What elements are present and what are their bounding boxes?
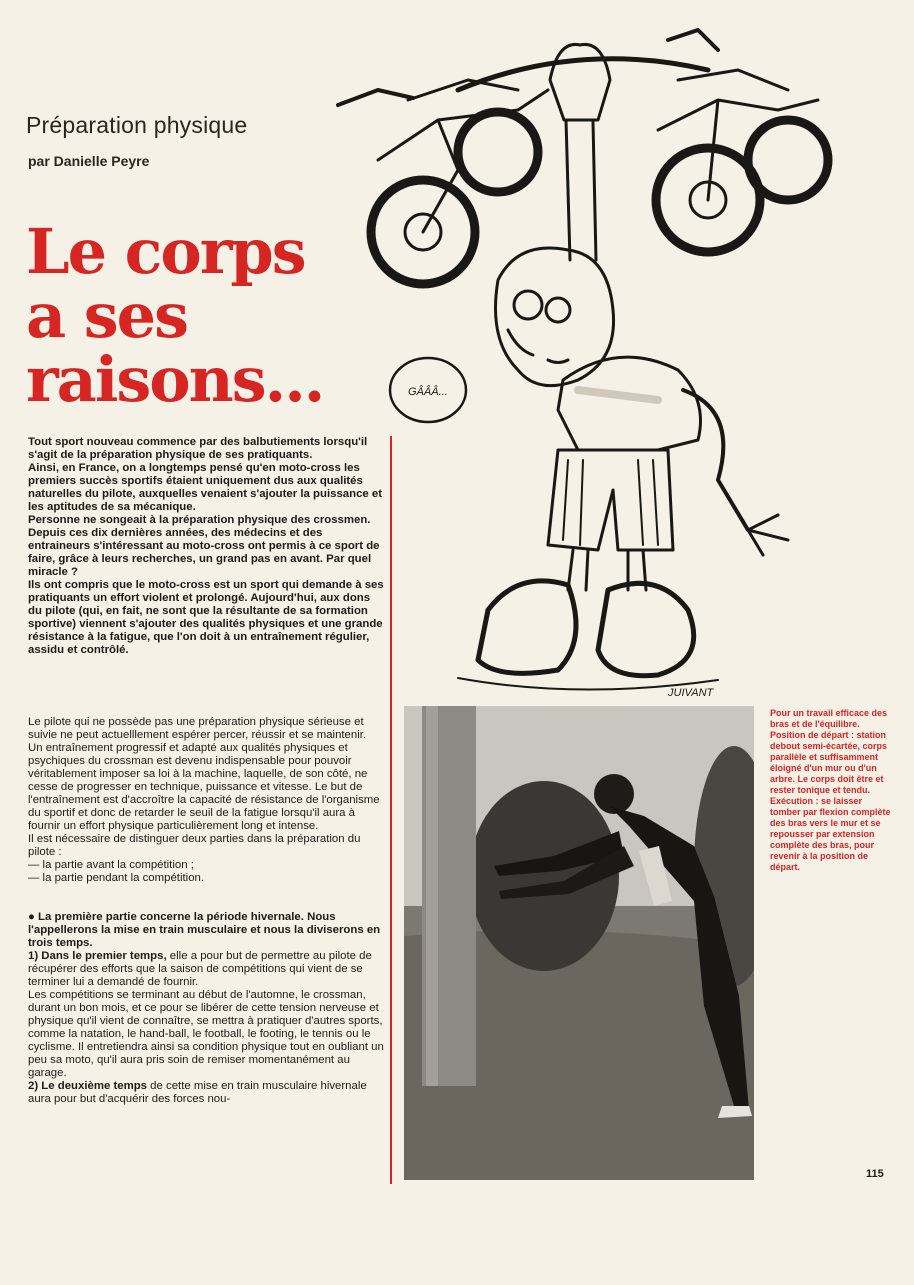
intro-text [28,436,384,657]
body-paragraph: Les compétitions se terminant au début de l'automne, le crossman, durant un bon mois, et ce pour se libérer de cette tension nerveuse et physique qu'il vient de connaître, se mettra à pratiquer d'autres sports, comme la natation, le hand-ball, le football, le footing, le tennis ou le cyclisme. Il entretiendra ainsi sa condition physique tout en oubliant un peu sa moto, qu'il aura pris soin de remiser momentanément au garage. [28,989,384,1079]
headline-line-1: Le corps [26,215,305,288]
list-item: — la partie avant la compétition ; [28,859,194,871]
step-text: de cette mise en train musculaire hivernale aura pour but d'acquérir des forces nou- [28,1080,367,1105]
headline-line-2: a ses [26,279,188,352]
photo-caption [770,708,894,873]
section-title: Préparation physique [26,112,248,138]
cartoon-illustration [318,10,848,702]
intro-paragraph: Ils ont compris que le moto-cross est un sport qui demande à ses pratiquants un effort violent et prolongé. Aujourd'hui, aux dons du pilote (qui, en fait, ne sont que la résultante de sa formation sportive) viennent s'ajouter des qualités physiques et une grande résistance à la fatigue, que l'on doit à un entraînement régulier, assidu et contrôlé. [28,579,384,656]
author-byline: par Danielle Peyre [28,153,150,169]
intro-paragraph: Tout sport nouveau commence par des balbutiements lorsqu'il s'agit de la préparation physique de ses pratiquants. [28,436,368,461]
caption-paragraph: Pour un travail efficace des bras et de l'équilibre. [770,708,888,729]
page-number: 115 [866,1168,884,1180]
step-label: 2) Le deuxième temps [28,1080,148,1092]
step-label: 1) Dans le premier temps, [28,950,167,962]
caption-paragraph: Position de départ : station debout semi-écartée, corps parallèle et suffisamment éloigné d'un mur ou d'un arbre. Le corps doit être et rester tonique et tendu. [770,730,888,795]
speech-bubble-text: GÂÂÂ... [408,386,448,398]
body-paragraph [28,950,384,989]
exercise-photo [404,706,754,1180]
list-item: — la partie pendant la compétition. [28,872,205,884]
intro-paragraph: Personne ne songeait à la préparation physique des crossmen. Depuis ces dix dernières années, des médecins et des entraineurs s'intéressant au moto-cross ont permis à ce sport de faire, grâce à leurs recherches, un grand pas en avant. Par quel miracle ? [28,514,380,578]
intro-paragraph: Ainsi, en France, on a longtemps pensé qu'en moto-cross les premiers succès sportifs étaient uniquement dus aux qualités naturelles du pilote, auxquelles venaient s'ajouter la puissance et les aptitudes de sa mécanique. [28,462,383,513]
body-paragraph: Il est nécessaire de distinguer deux parties dans la préparation du pilote : [28,833,361,858]
artist-signature: JUIVANT [668,687,714,699]
step-text: elle a pour but de permettre au pilote de récupérer des efforts que la saison de compétitions qui vient de se terminer lui a demandé de fournir. [28,950,372,988]
body-paragraph [28,1080,384,1106]
body-text [28,716,384,1106]
caption-paragraph: Exécution : se laisser tomber par flexion complète des bras vers le mur et se repousser par extension complète des bras, pour revenir à la position de départ. [770,796,891,872]
body-paragraph: Un entraînement progressif et adapté aux qualités physiques et psychiques du crossman est devenu indispensable pour pouvoir véritablement imposer sa loi à la machine, laquelle, de son côté, ne cesse de progresser en technique, puissance et vitesse. Le but de l'entraînement est d'accroître la capacité de résistance de l'organisme du sportif et donc de retarder le seuil de la fatigue lorsqu'il aura à fournir un effort physique particulièrement long et intense. [28,742,380,832]
section-intro-paragraph: ● La première partie concerne la période hivernale. Nous l'appellerons la mise en train musculaire et nous la diviserons en trois temps. [28,911,381,949]
body-paragraph: Le pilote qui ne possède pas une préparation physique sérieuse et suivie ne peut actuelllement espérer percer, réussir et se maintenir. [28,716,367,741]
headline-line-3: raisons... [26,343,324,416]
column-rule [390,436,392,1184]
